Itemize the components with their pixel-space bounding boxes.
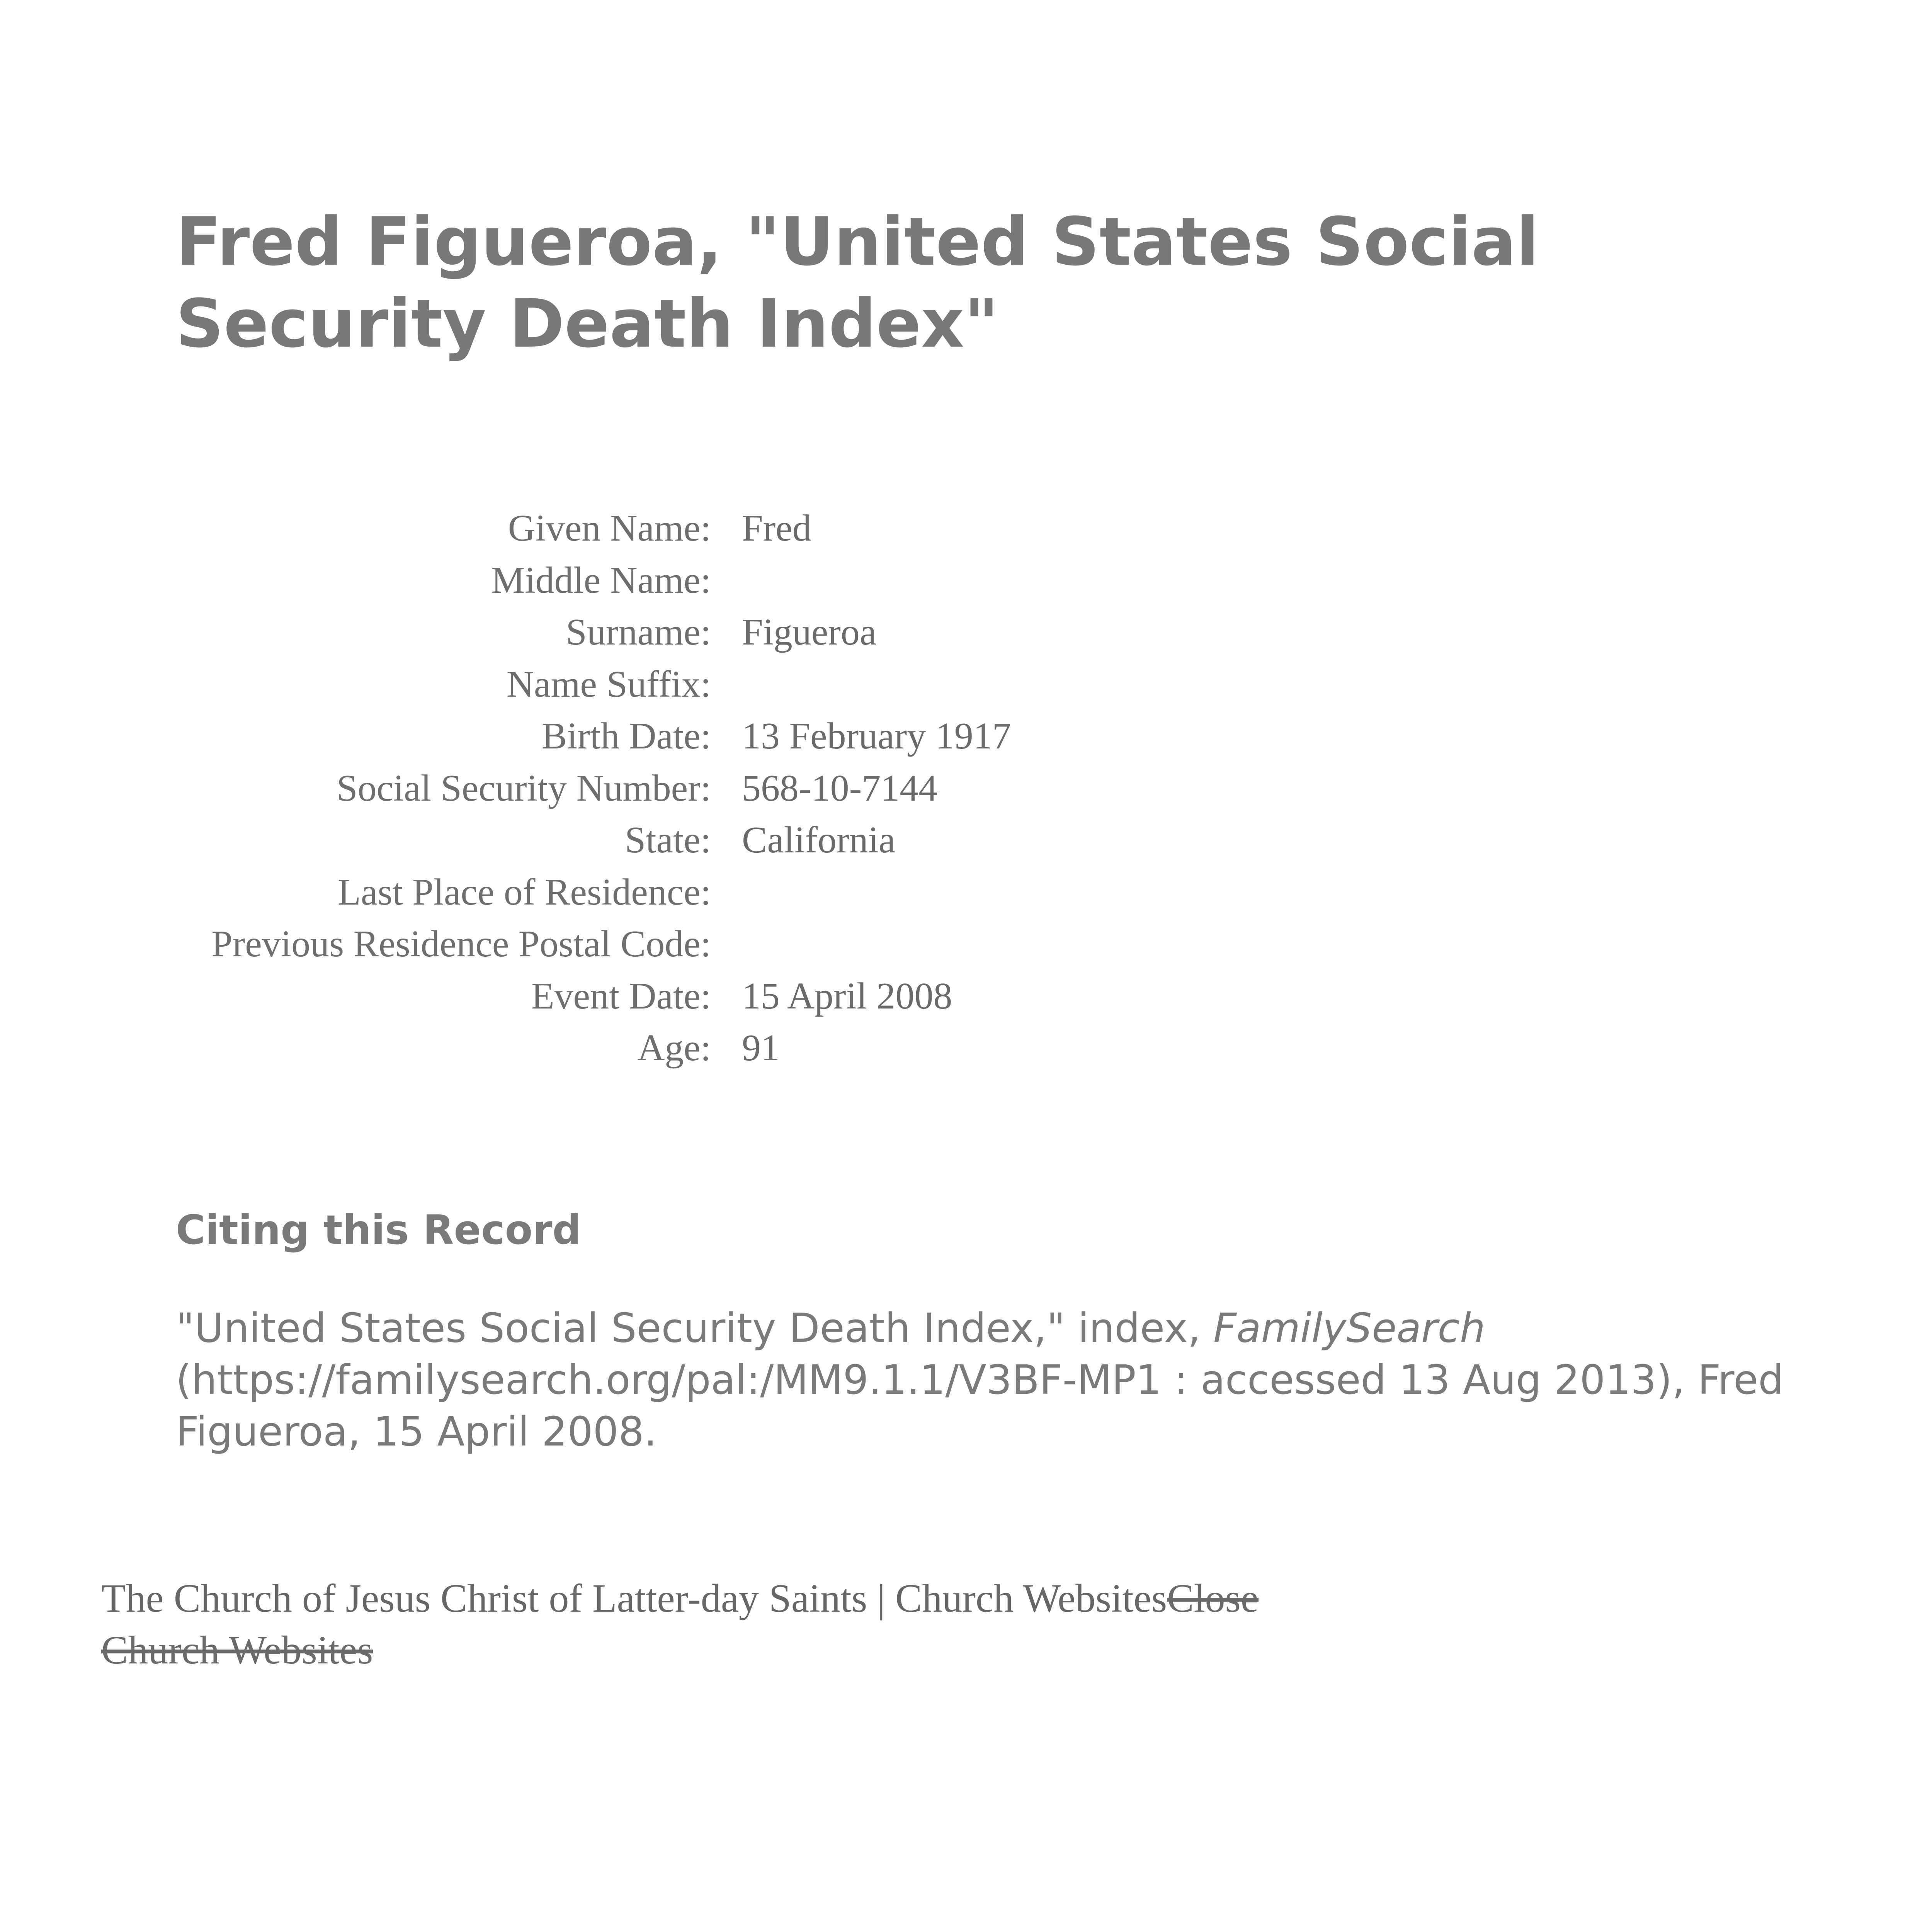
record-row-name-suffix (170, 658, 1011, 711)
field-label-given-name: Given Name: (508, 507, 711, 549)
field-value-age: 91 (742, 1027, 780, 1069)
field-label-age: Age: (637, 1027, 711, 1069)
record-row-birth-date (170, 710, 1011, 762)
field-value-name-suffix (742, 658, 1011, 711)
record-details-table (170, 502, 1011, 1074)
field-value-previous-postal-code (742, 918, 1011, 970)
field-label-name-suffix: Name Suffix: (507, 663, 711, 705)
record-row-ssn (170, 762, 1011, 815)
field-label-last-residence: Last Place of Residence: (337, 871, 711, 913)
footer-church-link[interactable]: The Church of Jesus Christ of Latter-day Saints (101, 1576, 867, 1621)
record-row-event-date (170, 970, 1011, 1022)
citation-site-name: FamilySearch (1213, 1304, 1485, 1352)
field-value-event-date: 15 April 2008 (742, 975, 952, 1017)
field-value-given-name: Fred (742, 507, 811, 549)
field-label-previous-postal-code: Previous Residence Postal Code: (211, 923, 711, 965)
field-value-middle-name (742, 554, 1011, 607)
citation-text-before: "United States Social Security Death Index," index, (176, 1304, 1214, 1352)
footer-church-websites-link[interactable]: Church Websites (895, 1576, 1167, 1621)
field-label-state: State: (624, 819, 711, 861)
close-church-websites-link[interactable]: Close Church Websites (101, 1576, 1259, 1672)
footer-separator: | (867, 1576, 896, 1621)
record-row-state (170, 814, 1011, 866)
field-value-last-residence (742, 866, 1011, 918)
footer (101, 1573, 1299, 1676)
field-label-middle-name: Middle Name: (491, 559, 711, 601)
field-value-ssn: 568-10-7144 (742, 767, 938, 809)
citing-heading: Citing this Record (176, 1206, 581, 1253)
field-value-state: California (742, 819, 896, 861)
record-row-middle-name (170, 554, 1011, 607)
citation-text (176, 1302, 1818, 1458)
field-label-surname: Surname: (566, 611, 711, 653)
field-label-event-date: Event Date: (531, 975, 711, 1017)
page-title: Fred Figueroa, "United States Social Security Death Index" (176, 203, 1539, 362)
record-row-previous-postal-code (170, 918, 1011, 970)
field-label-birth-date: Birth Date: (541, 715, 711, 757)
field-value-birth-date: 13 February 1917 (742, 715, 1011, 757)
field-label-ssn: Social Security Number: (337, 767, 711, 809)
record-row-surname (170, 606, 1011, 658)
citation-text-after: (https://familysearch.org/pal:/MM9.1.1/V3BF-MP1 : accessed 13 Aug 2013), Fred Figueroa, 15 April 2008. (176, 1356, 1784, 1455)
record-row-age (170, 1022, 1011, 1074)
record-row-given-name (170, 502, 1011, 554)
record-row-last-residence (170, 866, 1011, 918)
field-value-surname: Figueroa (742, 611, 877, 653)
